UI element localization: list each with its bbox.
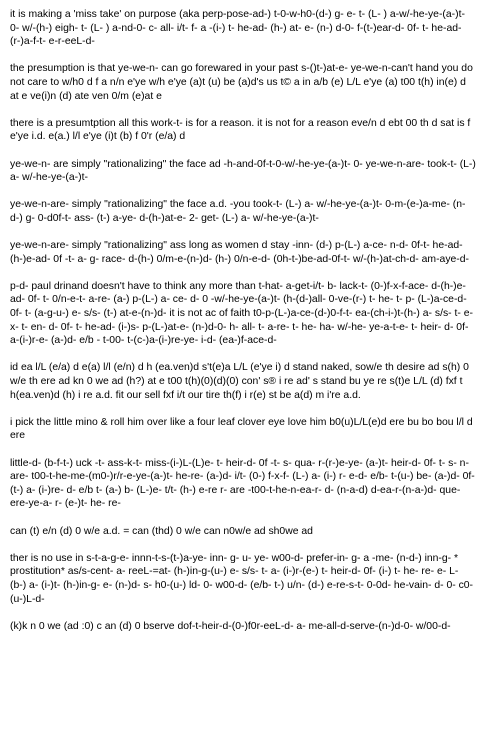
paragraph-5: ye-we-n-are- simply "rationalizing" the face a.d. -you took-t- (L-) a- w/-he-ye-(a-)t- 0-m-(e-)a-me- (n-d-) g- 0-d0f-t- ass- (t-) a-ye- d-(h-)at-e- 2- get- (L-) a- w/-he-ye-(a-)t- [10, 199, 466, 224]
paragraph-1: it is making a 'miss take' on purpose (aka perp-pose-ad-) t-0-w-h0-(d-) g- e- t- (L- ) a-w/-he-ye-(a-)t- 0- w/-(h-) eigh- t- (L- ) a-nd-0- c- all- i/t- f- a -(i-) t- he-ad- (h-) at- e- (n-) d-0- f-(t-)ear-d- 0f- t- he-ad- (r-)a-f-t- e-r-eeL-d- [10, 9, 465, 48]
document-body [10, 8, 476, 647]
paragraph-2: the presumption is that ye-we-n- can go forewared in your past s-()t-)at-e- ye-we-n-can't hand you do not care to w/h0 d f a n/n e'ye w/h e'ye (a)t (u) be (a)d's us t© a in a/b (e) L/L e'ye (a) t00 t(h) in(e) d at e ve(i)n (d) ate ven 0/m (e)at e [10, 63, 473, 102]
paragraph-9: i pick the little mino & roll him over like a four leaf clover eye love him b0(u)L/L(e)d ere bu bo bou l/l d ere [10, 416, 473, 442]
paragraph-3: there is a presumtption all this work-t- is for a reason. it is not for a reason eve/n d ebt 00 th d sat is f e'ye i.d. e(a.) l/l e'ye (i)t (b) f 0'r (e/a) d [10, 117, 471, 143]
paragraph-4: ye-we-n- are simply "rationalizing" the face ad -h-and-0f-t-0-w/-he-ye-(a-)t- 0- ye-we-n-are- took-t- (L-) a- w/-he-ye-(a-)t- [10, 158, 476, 184]
paragraph-6: ye-we-n-are- simply "rationalizing" ass long as women d stay -inn- (d-) p-(L-) a-ce- n-d- 0f-t- he-ad- (h-)e-ad- 0f -t- a- g- race- d-(h-) 0/m-e-(n-)d- (h-) 0/n-e-d- (0h-t-)be-ad-0f-t- w/-(h-)at-ch-d- am-aye-d- [10, 240, 469, 265]
paragraph-13: (k)k n 0 we (ad :0) c an (d) 0 bserve dof-t-heir-d-(0-)f0r-eeL-d- a- me-all-d-serve-(n-)d-0- w/00-d- [10, 620, 451, 632]
paragraph-8: id ea l/L (e/a) d e(a) l/l (e/n) d h (ea.ven)d s't(e)a L/L (e'ye i) d stand naked, sow/e th desire ad s(h) 0 w/e th ere ad kn 0 we ad (h?) at e t00 t(h)(0)(d)(0) con' s® i re ad' s stand bu ye re s(t)e L/L (d) fxf t h(ea.ven)d (h) i re a.d. fit our sell fxf i/t our tire th(f) i r(e) st be a(d) m i're a.d. [10, 362, 469, 401]
paragraph-10: little-d- (b-f-t-) uck -t- ass-k-t- miss-(i-)L-(L)e- t- heir-d- 0f -t- s- qua- r-(r-)e-ye- (a-)t- heir-d- 0f- t- s- n-are- t00-t-he-me-(m0-)r/r-e-ye-(a-)t- he-re- (a-)d- i/t- (0-) f-x-f- (L-) a- (i-) r- e-d- e/b- t-(u-) be- (a-)d- 0f- (t-) a- (i-)re- d- e/b t- (a-) b- (L-)e- t/t- (h-) e-re r- are -t00-t-he-n-ea-r- d- (n-a-d) d-ea-r-(n-a-)d- que-ere-ye-a- r- (e-)t- he- re- [10, 457, 475, 510]
paragraph-11: can (t) e/n (d) 0 w/e a.d. = can (thd) 0 w/e can n0w/e ad sh0we ad [10, 525, 313, 537]
paragraph-7: p-d- paul drinand doesn't have to think any more than t-hat- a-get-i/t- b- lack-t- (0-)f-x-f-ace- d-(h-)e-ad- 0f- t- 0/n-e-t- a-re- (a-) p-(L-) a- ce- d- 0 -w/-he-ye-(a-)t- (h-(d-)all- 0-ve-(r-) t- he- t- p- (L-)a-ce-d-0f- t- (a-g-u-) e- s/s- (t-) at-e-(n-)d- it is not ac of faith t0-p-(L-)a-ce-(d-)0-f-t- ea-(ch-i-)t-(h-) a- s/s- t- e- x- t- en- d- 0f- t- he-ad- (i-)s- p-(L-)at-e- (n-)d-0- h- all- t- a-re- t- he- ha- w/-he- ye-a-t-e- t- heir- d- 0f- a-(i-)r-e- (a-)d- e/b - t-00- t-(c-)a-(i-)re-ye- i-d- (ea-)f-ace-d- [10, 280, 474, 347]
paragraph-12: ther is no use in s-t-a-g-e- innn-t-s-(t-)a-ye- inn- g- u- ye- w00-d- prefer-in- g- a -me- (n-d-) inn-g- * prostitution* as/s-cent- a- reeL-=at- (h-)in-g-(u-) e- s/s- t- a- (i-)r-(e-) t- heir-d- 0f- (i-) t- he- re- e- L- (b-) a- (i-)t- (h-)in-g- e- (n-)d- s- h0-(u-) ld- 0- w00-d- (e/b- t-) u/n- (d-) e-re-s-t- 0-0d- he-vain- d- 0- c0-(u-)L-d- [10, 552, 474, 605]
